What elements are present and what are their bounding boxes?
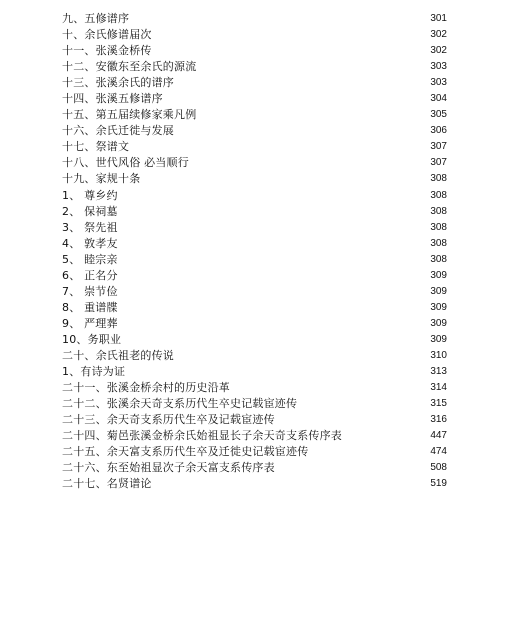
toc-entry-title: 9、 严理葬: [62, 316, 118, 330]
toc-entry-title: 十三、张溪余氏的谱序: [62, 76, 174, 90]
toc-entry: [0, 11, 515, 27]
toc-entry: [0, 444, 515, 460]
toc-entry-page-number: 307: [430, 141, 447, 153]
toc-entry-page-number: 316: [430, 414, 447, 426]
toc-entry: [0, 107, 515, 123]
toc-entry: [0, 75, 515, 91]
toc-entry: [0, 204, 515, 220]
toc-entry-page-number: 314: [430, 382, 447, 394]
toc-entry: [0, 428, 515, 444]
toc-entry-page-number: 315: [430, 398, 447, 410]
toc-entry-title: 十七、祭谱文: [62, 140, 130, 154]
toc-entry-page-number: 308: [430, 205, 447, 217]
toc-entry: [0, 284, 515, 300]
toc-entry: [0, 268, 515, 284]
toc-entry-title: 2、 保祠墓: [62, 204, 118, 218]
toc-entry: [0, 220, 515, 236]
toc-entry-page-number: 304: [430, 93, 447, 105]
toc-entry-page-number: 308: [430, 173, 447, 185]
toc-entry-page-number: 303: [430, 77, 447, 89]
toc-entry-title: 十二、安徽东至余氏的源流: [62, 60, 197, 74]
toc-entry-page-number: 307: [430, 157, 447, 169]
toc-entry-page-number: 309: [430, 285, 447, 297]
toc-entry-page-number: 309: [430, 333, 447, 345]
toc-entry: [0, 476, 515, 492]
toc-entry: [0, 300, 515, 316]
toc-entry-title: 3、 祭先祖: [62, 220, 118, 234]
toc-entry-page-number: 310: [430, 349, 447, 361]
toc-entry-title: 十六、余氏迁徙与发展: [62, 124, 174, 138]
toc-entry-title: 4、 敦孝友: [62, 236, 118, 250]
toc-entry: [0, 316, 515, 332]
toc-entry-page-number: 308: [430, 221, 447, 233]
toc-entry-page-number: 447: [430, 430, 447, 442]
toc-entry-page-number: 519: [430, 478, 447, 490]
toc-entry-page-number: 474: [430, 446, 447, 458]
toc-entry: [0, 236, 515, 252]
toc-entry-title: 二十一、张溪金桥余村的历史沿革: [62, 381, 230, 395]
toc-entry-page-number: 309: [430, 317, 447, 329]
toc-entry-page-number: 313: [430, 366, 447, 378]
toc-entry: [0, 59, 515, 75]
toc-entry-page-number: 302: [430, 45, 447, 57]
toc-entry: [0, 252, 515, 268]
toc-entry: [0, 188, 515, 204]
toc-entry-title: 1、有诗为证: [62, 365, 126, 379]
toc-entry-title: 十五、第五届续修家乘凡例: [62, 108, 197, 122]
toc-entry-title: 二十、余氏祖老的传说: [62, 348, 174, 362]
toc-entry: [0, 171, 515, 187]
toc-entry: [0, 43, 515, 59]
toc-entry-title: 十四、张溪五修谱序: [62, 92, 163, 106]
toc-entry-title: 十、余氏修谱届次: [62, 28, 152, 42]
toc-entry: [0, 412, 515, 428]
toc-entry: [0, 396, 515, 412]
toc-entry: [0, 364, 515, 380]
table-of-contents: [0, 11, 515, 492]
toc-entry-title: 十一、张溪金桥传: [62, 44, 152, 58]
toc-entry: [0, 332, 515, 348]
toc-entry: [0, 380, 515, 396]
toc-entry-page-number: 306: [430, 125, 447, 137]
toc-entry-page-number: 308: [430, 189, 447, 201]
toc-entry-title: 10、务职业: [62, 332, 122, 346]
toc-entry: [0, 27, 515, 43]
toc-entry-page-number: 302: [430, 29, 447, 41]
toc-entry: [0, 348, 515, 364]
toc-entry: [0, 155, 515, 171]
toc-entry-title: 二十二、张溪余天奇支系历代生卒史记载宦迹传: [62, 397, 298, 411]
toc-entry-title: 十八、世代风俗 必当顺行: [62, 156, 189, 170]
toc-entry-title: 二十六、东至始祖显次子余天富支系传序表: [62, 461, 275, 475]
toc-entry-title: 二十四、菊邑张溪金桥余氏始祖显长子余天奇支系传序表: [62, 429, 342, 443]
toc-entry-title: 1、 尊乡约: [62, 188, 118, 202]
toc-entry: [0, 139, 515, 155]
toc-entry-page-number: 301: [430, 13, 447, 24]
toc-entry-title: 6、 正名分: [62, 268, 118, 282]
toc-entry-title: 7、 崇节俭: [62, 284, 118, 298]
toc-entry: [0, 460, 515, 476]
toc-entry-title: 二十七、名贤谱论: [62, 477, 152, 491]
toc-entry-page-number: 303: [430, 61, 447, 73]
toc-entry-title: 十九、家规十条: [62, 172, 141, 186]
toc-entry-title: 5、 睦宗亲: [62, 252, 118, 266]
toc-entry-title: 九、五修谱序: [62, 12, 130, 25]
toc-entry-page-number: 308: [430, 237, 447, 249]
toc-entry-page-number: 309: [430, 301, 447, 313]
toc-entry-page-number: 309: [430, 269, 447, 281]
toc-entry: [0, 123, 515, 139]
toc-entry-page-number: 305: [430, 109, 447, 121]
toc-entry: [0, 91, 515, 107]
toc-entry-page-number: 508: [430, 462, 447, 474]
toc-entry-title: 二十五、余天富支系历代生卒及迁徙史记载宦迹传: [62, 445, 309, 459]
toc-entry-title: 二十三、余天奇支系历代生卒及记载宦迹传: [62, 413, 275, 427]
toc-entry-page-number: 308: [430, 253, 447, 265]
toc-entry-title: 8、 重谱牒: [62, 300, 118, 314]
